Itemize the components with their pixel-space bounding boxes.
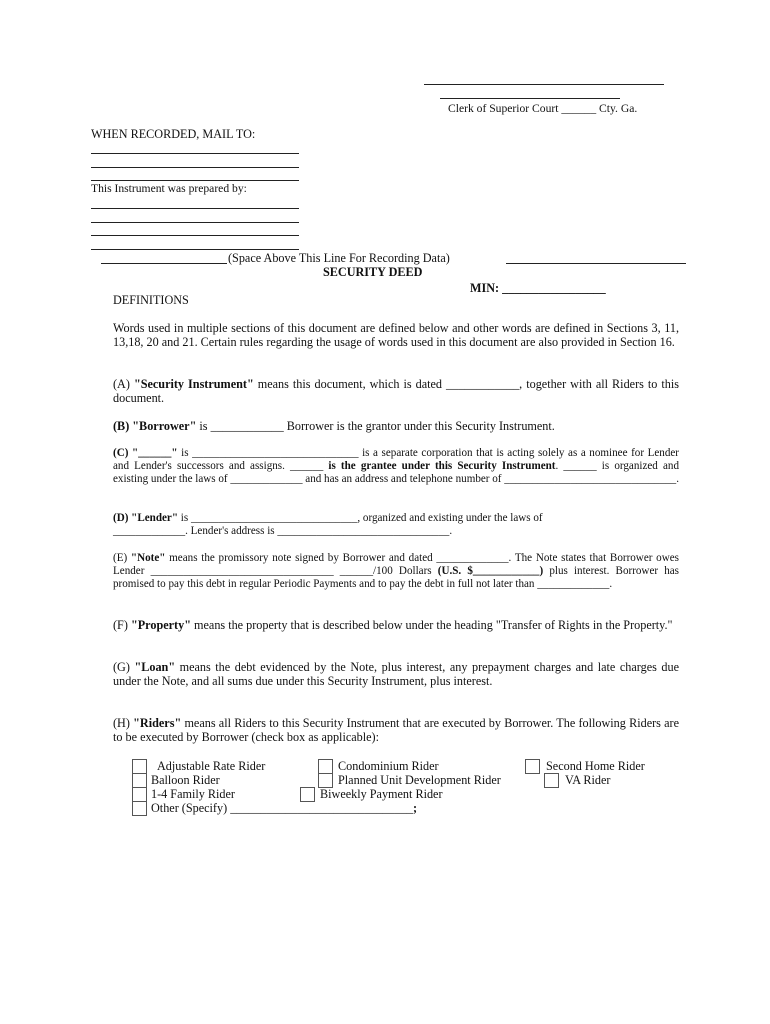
- definition-c: [113, 447, 679, 487]
- va-rider-checkbox[interactable]: [544, 773, 559, 788]
- definition-e-text-2: plus interest. Borrower has promised to pay this debt in regular Periodic Payments and to pay the debt in full not later than _____________.: [113, 565, 680, 591]
- biweekly-rider-checkbox[interactable]: [300, 787, 315, 802]
- definition-e-text-1: means the promissory note signed by Borrower and dated _____________. The Note states that Borrower owes Lender _________________________________ ______/100 Dollars: [113, 552, 679, 578]
- definition-h: [113, 716, 679, 744]
- definitions-intro-text: Words used in multiple sections of this document are defined below and other words are defined in Sections 3, 11, 13,18, 20 and 21. Certain rules regarding the usage of words used in this document are also provided in Section 16.: [113, 321, 679, 349]
- definition-b-term: (B) "Borrower": [113, 419, 197, 433]
- definition-h-text: means all Riders to this Security Instrument that are executed by Borrower. The following Riders are to be executed by Borrower (check box as applicable):: [113, 716, 680, 744]
- definition-f-term: "Property": [130, 618, 191, 632]
- definition-b: [113, 419, 679, 433]
- adjustable-rate-rider-label: Adjustable Rate Rider: [157, 759, 266, 773]
- mail-to-line-2: [91, 167, 299, 168]
- prepared-by-line-3: [91, 235, 299, 236]
- condominium-rider-checkbox[interactable]: [318, 759, 333, 774]
- other-rider-semicolon: ;: [413, 801, 418, 815]
- definition-d-text: is ______________________________, organized and existing under the laws of _____________. Lender's address is _______________________________.: [113, 512, 543, 538]
- definition-f-text: means the property that is described below under the heading "Transfer of Rights in the Property.": [190, 618, 673, 632]
- pud-rider-checkbox[interactable]: [318, 773, 333, 788]
- definition-a-term: "Security Instrument": [133, 377, 254, 391]
- clerk-label: Clerk of Superior Court ______ Cty. Ga.: [448, 102, 638, 115]
- definition-c-grantee-term: is the grantee under this Security Instrument: [328, 460, 556, 473]
- mail-to-line-1: [91, 153, 299, 154]
- clerk-signature-line-2: [440, 98, 620, 99]
- definition-e-prefix: (E): [113, 552, 131, 564]
- definition-b-text: is ____________ Borrower is the grantor under this Security Instrument.: [196, 419, 555, 433]
- definition-g-prefix: (G): [113, 660, 135, 674]
- definition-h-prefix: (H): [113, 716, 134, 730]
- definition-c-term-open: (C) ": [113, 447, 139, 459]
- pud-rider-label: Planned Unit Development Rider: [338, 773, 501, 787]
- family-rider-checkbox[interactable]: [132, 787, 147, 802]
- va-rider-label: VA Rider: [565, 773, 611, 787]
- definition-f-prefix: (F): [113, 618, 131, 632]
- definition-f: [113, 618, 679, 632]
- second-home-rider-checkbox[interactable]: [525, 759, 540, 774]
- prepared-by-line-2: [91, 222, 299, 223]
- prepared-by-line-1: [91, 208, 299, 209]
- clerk-signature-line-1: [424, 84, 664, 85]
- second-home-rider-label: Second Home Rider: [546, 759, 645, 773]
- min-label: MIN: _________________: [470, 281, 606, 295]
- definition-e-term: "Note": [130, 552, 166, 564]
- document-title: SECURITY DEED: [323, 265, 423, 279]
- other-rider-label: [151, 801, 417, 815]
- definition-c-term-close: ": [171, 447, 178, 459]
- adjustable-rate-rider-checkbox[interactable]: [132, 759, 147, 774]
- mail-to-label: WHEN RECORDED, MAIL TO:: [91, 127, 256, 141]
- definition-h-term: "Riders": [133, 716, 182, 730]
- definition-c-term-blank: ______: [138, 447, 172, 459]
- definitions-intro: [113, 321, 679, 349]
- mail-to-line-3: [91, 180, 299, 181]
- definition-g: [113, 660, 679, 688]
- definition-g-text: means the debt evidenced by the Note, plus interest, any prepayment charges and late charges due under the Note, and all sums due under this Security Instrument, plus interest.: [113, 660, 679, 688]
- definition-e: [113, 552, 679, 592]
- recording-line-left: [101, 263, 227, 264]
- biweekly-rider-label: Biweekly Payment Rider: [320, 787, 443, 801]
- prepared-by-label: This Instrument was prepared by:: [91, 182, 247, 195]
- definition-a-prefix: (A): [113, 377, 134, 391]
- balloon-rider-checkbox[interactable]: [132, 773, 147, 788]
- balloon-rider-label: Balloon Rider: [151, 773, 220, 787]
- definition-c-text-1: is ______________________________ is a separate corporation that is acting solely as a nominee for Lender and Lender's successors and assigns. ______: [113, 447, 679, 473]
- other-rider-text: Other (Specify) ______________________________: [151, 801, 414, 815]
- other-rider-checkbox[interactable]: [132, 801, 147, 816]
- definition-e-amount-term: (U.S. $____________): [437, 565, 544, 578]
- recording-line-label: (Space Above This Line For Recording Data): [228, 251, 450, 265]
- condominium-rider-label: Condominium Rider: [338, 759, 439, 773]
- definition-a-text: means this document, which is dated ____________, together with all Riders to this document.: [113, 377, 679, 405]
- definition-g-term: "Loan": [134, 660, 176, 674]
- definition-a: [113, 377, 679, 405]
- family-rider-label: 1-4 Family Rider: [151, 787, 235, 801]
- definition-c-text-2: . ______ is organized and existing under the laws of _____________ and has an address and telephone number of _______________________________.: [113, 460, 679, 486]
- prepared-by-line-4: [91, 249, 299, 250]
- recording-line-right: [506, 263, 686, 264]
- definitions-heading: DEFINITIONS: [113, 293, 189, 307]
- definition-d: [113, 512, 613, 538]
- definition-d-term: (D) "Lender": [113, 512, 179, 524]
